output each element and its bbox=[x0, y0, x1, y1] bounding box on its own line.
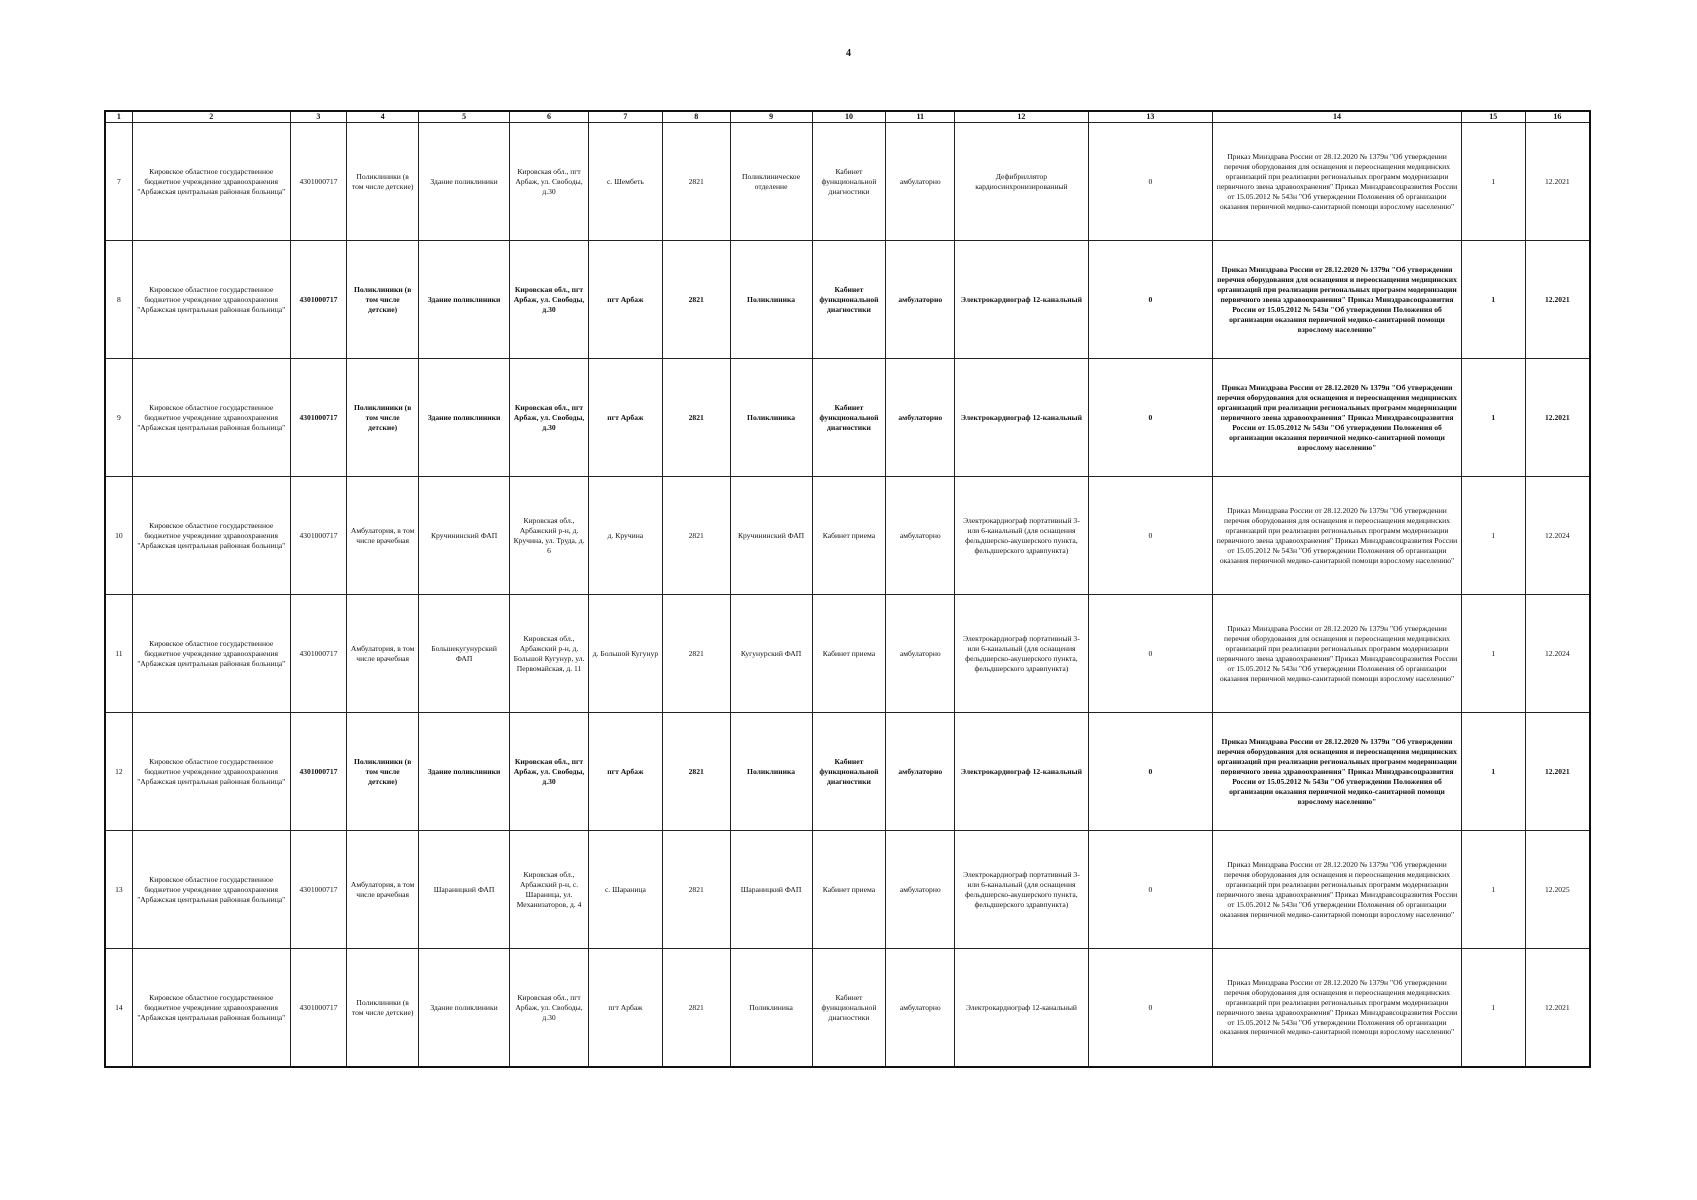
inn-cell: 4301000717 bbox=[290, 123, 347, 241]
count-cell: 1 bbox=[1461, 831, 1525, 949]
column-header: 1 bbox=[105, 111, 132, 123]
count-cell: 1 bbox=[1461, 595, 1525, 713]
facility-type-cell: Поликлиники (в том числе детские) bbox=[347, 713, 419, 831]
row-number-cell: 14 bbox=[105, 949, 132, 1067]
column-header: 15 bbox=[1461, 111, 1525, 123]
department-cell: Поликлиническое отделение bbox=[730, 123, 812, 241]
code-cell: 2821 bbox=[662, 949, 730, 1067]
equipment-cell: Электрокардиограф 12-канальный bbox=[955, 949, 1089, 1067]
count-cell: 1 bbox=[1461, 359, 1525, 477]
table-row bbox=[105, 949, 1590, 1067]
inn-cell: 4301000717 bbox=[290, 595, 347, 713]
room-cell: Кабинет функциональной диагностики bbox=[812, 123, 886, 241]
quantity-cell: 0 bbox=[1088, 713, 1212, 831]
code-cell: 2821 bbox=[662, 477, 730, 595]
table-row bbox=[105, 241, 1590, 359]
date-cell: 12.2021 bbox=[1525, 713, 1590, 831]
column-header: 11 bbox=[886, 111, 955, 123]
column-header: 12 bbox=[955, 111, 1089, 123]
legal-basis-cell: Приказ Минздрава России от 28.12.2020 № 1379н "Об утверждении перечня оборудования для оснащения и переоснащения медицинских организаций при реализации региональных программ модернизации первичного звена здравоохранения" Приказ Минздравсоцразвития России от 15.05.2012 № 543н "Об утверждении Положения об организации оказания первичной медико-санитарной помощи взрослому населению" bbox=[1213, 949, 1462, 1067]
care-form-cell: амбулаторно bbox=[886, 359, 955, 477]
count-cell: 1 bbox=[1461, 949, 1525, 1067]
row-number-cell: 9 bbox=[105, 359, 132, 477]
room-cell: Кабинет приема bbox=[812, 831, 886, 949]
legal-basis-cell: Приказ Минздрава России от 28.12.2020 № 1379н "Об утверждении перечня оборудования для оснащения и переоснащения медицинских организаций при реализации региональных программ модернизации первичного звена здравоохранения" Приказ Минздравсоцразвития России от 15.05.2012 № 543н "Об утверждении Положения об организации оказания первичной медико-санитарной помощи взрослому населению" bbox=[1213, 241, 1462, 359]
date-cell: 12.2021 bbox=[1525, 359, 1590, 477]
code-cell: 2821 bbox=[662, 241, 730, 359]
quantity-cell: 0 bbox=[1088, 831, 1212, 949]
column-header: 9 bbox=[730, 111, 812, 123]
date-cell: 12.2021 bbox=[1525, 123, 1590, 241]
equipment-cell: Электрокардиограф портативный 3- или 6-канальный (для оснащения фельдшерско-акушерского пункта, фельдшерского здравпункта) bbox=[955, 831, 1089, 949]
organization-cell: Кировское областное государственное бюджетное учреждение здравоохранения "Арбажская центральная районная больница" bbox=[132, 477, 290, 595]
care-form-cell: амбулаторно bbox=[886, 123, 955, 241]
organization-cell: Кировское областное государственное бюджетное учреждение здравоохранения "Арбажская центральная районная больница" bbox=[132, 595, 290, 713]
address-cell: Кировская обл., пгт Арбаж, ул. Свободы, д.30 bbox=[510, 123, 589, 241]
room-cell: Кабинет функциональной диагностики bbox=[812, 359, 886, 477]
locality-cell: с. Шембеть bbox=[588, 123, 662, 241]
care-form-cell: амбулаторно bbox=[886, 949, 955, 1067]
column-header: 5 bbox=[419, 111, 510, 123]
address-cell: Кировская обл., Арбажский р-н, д. Кручина, ул. Труда, д. 6 bbox=[510, 477, 589, 595]
organization-cell: Кировское областное государственное бюджетное учреждение здравоохранения "Арбажская центральная районная больница" bbox=[132, 241, 290, 359]
column-header: 13 bbox=[1088, 111, 1212, 123]
count-cell: 1 bbox=[1461, 713, 1525, 831]
address-cell: Кировская обл., Арбажский р-н, д. Большой Кугунур, ул. Первомайская, д. 11 bbox=[510, 595, 589, 713]
quantity-cell: 0 bbox=[1088, 477, 1212, 595]
column-header: 14 bbox=[1213, 111, 1462, 123]
care-form-cell: амбулаторно bbox=[886, 595, 955, 713]
count-cell: 1 bbox=[1461, 477, 1525, 595]
room-cell: Кабинет функциональной диагностики bbox=[812, 949, 886, 1067]
quantity-cell: 0 bbox=[1088, 359, 1212, 477]
organization-cell: Кировское областное государственное бюджетное учреждение здравоохранения "Арбажская центральная районная больница" bbox=[132, 359, 290, 477]
code-cell: 2821 bbox=[662, 595, 730, 713]
table-body bbox=[105, 123, 1590, 1067]
legal-basis-cell: Приказ Минздрава России от 28.12.2020 № 1379н "Об утверждении перечня оборудования для оснащения и переоснащения медицинских организаций при реализации региональных программ модернизации первичного звена здравоохранения" Приказ Минздравсоцразвития России от 15.05.2012 № 543н "Об утверждении Положения об организации оказания первичной медико-санитарной помощи взрослому населению" bbox=[1213, 831, 1462, 949]
table-row bbox=[105, 831, 1590, 949]
locality-cell: пгт Арбаж bbox=[588, 713, 662, 831]
facility-type-cell: Амбулатория, в том числе врачебная bbox=[347, 595, 419, 713]
building-cell: Большекугунурский ФАП bbox=[419, 595, 510, 713]
care-form-cell: амбулаторно bbox=[886, 477, 955, 595]
column-header: 2 bbox=[132, 111, 290, 123]
locality-cell: пгт Арбаж bbox=[588, 359, 662, 477]
equipment-cell: Электрокардиограф портативный 3- или 6-канальный (для оснащения фельдшерско-акушерского пункта, фельдшерского здравпункта) bbox=[955, 595, 1089, 713]
table-row bbox=[105, 359, 1590, 477]
facility-type-cell: Амбулатория, в том числе врачебная bbox=[347, 831, 419, 949]
column-header: 10 bbox=[812, 111, 886, 123]
department-cell: Поликлиника bbox=[730, 241, 812, 359]
column-header: 3 bbox=[290, 111, 347, 123]
date-cell: 12.2024 bbox=[1525, 477, 1590, 595]
address-cell: Кировская обл., пгт Арбаж, ул. Свободы, д.30 bbox=[510, 949, 589, 1067]
building-cell: Здание поликлиники bbox=[419, 949, 510, 1067]
legal-basis-cell: Приказ Минздрава России от 28.12.2020 № 1379н "Об утверждении перечня оборудования для оснащения и переоснащения медицинских организаций при реализации региональных программ модернизации первичного звена здравоохранения" Приказ Минздравсоцразвития России от 15.05.2012 № 543н "Об утверждении Положения об организации оказания первичной медико-санитарной помощи взрослому населению" bbox=[1213, 123, 1462, 241]
address-cell: Кировская обл., Арбажский р-н, с. Шараница, ул. Механизаторов, д. 4 bbox=[510, 831, 589, 949]
building-cell: Здание поликлиники bbox=[419, 359, 510, 477]
facility-type-cell: Поликлиники (в том числе детские) bbox=[347, 123, 419, 241]
equipment-table bbox=[104, 110, 1591, 1068]
date-cell: 12.2021 bbox=[1525, 949, 1590, 1067]
facility-type-cell: Поликлиники (в том числе детские) bbox=[347, 241, 419, 359]
column-header: 6 bbox=[510, 111, 589, 123]
equipment-cell: Электрокардиограф 12-канальный bbox=[955, 359, 1089, 477]
table-row bbox=[105, 713, 1590, 831]
code-cell: 2821 bbox=[662, 713, 730, 831]
header-row bbox=[105, 111, 1590, 123]
address-cell: Кировская обл., пгт Арбаж, ул. Свободы, д.30 bbox=[510, 359, 589, 477]
legal-basis-cell: Приказ Минздрава России от 28.12.2020 № 1379н "Об утверждении перечня оборудования для оснащения и переоснащения медицинских организаций при реализации региональных программ модернизации первичного звена здравоохранения" Приказ Минздравсоцразвития России от 15.05.2012 № 543н "Об утверждении Положения об организации оказания первичной медико-санитарной помощи взрослому населению" bbox=[1213, 595, 1462, 713]
care-form-cell: амбулаторно bbox=[886, 241, 955, 359]
organization-cell: Кировское областное государственное бюджетное учреждение здравоохранения "Арбажская центральная районная больница" bbox=[132, 949, 290, 1067]
column-header: 4 bbox=[347, 111, 419, 123]
department-cell: Поликлиника bbox=[730, 713, 812, 831]
locality-cell: с. Шараница bbox=[588, 831, 662, 949]
equipment-cell: Электрокардиограф портативный 3- или 6-канальный (для оснащения фельдшерско-акушерского пункта, фельдшерского здравпункта) bbox=[955, 477, 1089, 595]
locality-cell: д. Кручина bbox=[588, 477, 662, 595]
building-cell: Здание поликлиники bbox=[419, 241, 510, 359]
legal-basis-cell: Приказ Минздрава России от 28.12.2020 № 1379н "Об утверждении перечня оборудования для оснащения и переоснащения медицинских организаций при реализации региональных программ модернизации первичного звена здравоохранения" Приказ Минздравсоцразвития России от 15.05.2012 № 543н "Об утверждении Положения об организации оказания первичной медико-санитарной помощи взрослому населению" bbox=[1213, 477, 1462, 595]
row-number-cell: 8 bbox=[105, 241, 132, 359]
quantity-cell: 0 bbox=[1088, 123, 1212, 241]
row-number-cell: 10 bbox=[105, 477, 132, 595]
room-cell: Кабинет функциональной диагностики bbox=[812, 241, 886, 359]
room-cell: Кабинет приема bbox=[812, 477, 886, 595]
row-number-cell: 7 bbox=[105, 123, 132, 241]
equipment-cell: Электрокардиограф 12-канальный bbox=[955, 713, 1089, 831]
inn-cell: 4301000717 bbox=[290, 477, 347, 595]
room-cell: Кабинет приема bbox=[812, 595, 886, 713]
quantity-cell: 0 bbox=[1088, 241, 1212, 359]
column-header: 8 bbox=[662, 111, 730, 123]
facility-type-cell: Поликлиники (в том числе детские) bbox=[347, 359, 419, 477]
row-number-cell: 12 bbox=[105, 713, 132, 831]
count-cell: 1 bbox=[1461, 241, 1525, 359]
department-cell: Поликлиника bbox=[730, 949, 812, 1067]
page-number: 4 bbox=[846, 48, 851, 59]
department-cell: Поликлиника bbox=[730, 359, 812, 477]
row-number-cell: 11 bbox=[105, 595, 132, 713]
table-row bbox=[105, 595, 1590, 713]
legal-basis-cell: Приказ Минздрава России от 28.12.2020 № 1379н "Об утверждении перечня оборудования для оснащения и переоснащения медицинских организаций при реализации региональных программ модернизации первичного звена здравоохранения" Приказ Минздравсоцразвития России от 15.05.2012 № 543н "Об утверждении Положения об организации оказания первичной медико-санитарной помощи взрослому населению" bbox=[1213, 359, 1462, 477]
room-cell: Кабинет функциональной диагностики bbox=[812, 713, 886, 831]
building-cell: Кручининский ФАП bbox=[419, 477, 510, 595]
facility-type-cell: Поликлиники (в том числе детские) bbox=[347, 949, 419, 1067]
organization-cell: Кировское областное государственное бюджетное учреждение здравоохранения "Арбажская центральная районная больница" bbox=[132, 831, 290, 949]
count-cell: 1 bbox=[1461, 123, 1525, 241]
care-form-cell: амбулаторно bbox=[886, 713, 955, 831]
organization-cell: Кировское областное государственное бюджетное учреждение здравоохранения "Арбажская центральная районная больница" bbox=[132, 713, 290, 831]
address-cell: Кировская обл., пгт Арбаж, ул. Свободы, д.30 bbox=[510, 241, 589, 359]
building-cell: Шараницкий ФАП bbox=[419, 831, 510, 949]
department-cell: Кугунурский ФАП bbox=[730, 595, 812, 713]
locality-cell: д. Большой Кугунур bbox=[588, 595, 662, 713]
inn-cell: 4301000717 bbox=[290, 241, 347, 359]
code-cell: 2821 bbox=[662, 123, 730, 241]
inn-cell: 4301000717 bbox=[290, 949, 347, 1067]
date-cell: 12.2024 bbox=[1525, 595, 1590, 713]
code-cell: 2821 bbox=[662, 831, 730, 949]
inn-cell: 4301000717 bbox=[290, 359, 347, 477]
quantity-cell: 0 bbox=[1088, 595, 1212, 713]
building-cell: Здание поликлиники bbox=[419, 713, 510, 831]
column-header: 7 bbox=[588, 111, 662, 123]
department-cell: Шараницкий ФАП bbox=[730, 831, 812, 949]
table-row bbox=[105, 477, 1590, 595]
column-header: 16 bbox=[1525, 111, 1590, 123]
table-row bbox=[105, 123, 1590, 241]
locality-cell: пгт Арбаж bbox=[588, 241, 662, 359]
code-cell: 2821 bbox=[662, 359, 730, 477]
inn-cell: 4301000717 bbox=[290, 713, 347, 831]
date-cell: 12.2025 bbox=[1525, 831, 1590, 949]
address-cell: Кировская обл., пгт Арбаж, ул. Свободы, д.30 bbox=[510, 713, 589, 831]
locality-cell: пгт Арбаж bbox=[588, 949, 662, 1067]
inn-cell: 4301000717 bbox=[290, 831, 347, 949]
department-cell: Кручининский ФАП bbox=[730, 477, 812, 595]
date-cell: 12.2021 bbox=[1525, 241, 1590, 359]
legal-basis-cell: Приказ Минздрава России от 28.12.2020 № 1379н "Об утверждении перечня оборудования для оснащения и переоснащения медицинских организаций при реализации региональных программ модернизации первичного звена здравоохранения" Приказ Минздравсоцразвития России от 15.05.2012 № 543н "Об утверждении Положения об организации оказания первичной медико-санитарной помощи взрослому населению" bbox=[1213, 713, 1462, 831]
equipment-cell: Электрокардиограф 12-канальный bbox=[955, 241, 1089, 359]
care-form-cell: амбулаторно bbox=[886, 831, 955, 949]
quantity-cell: 0 bbox=[1088, 949, 1212, 1067]
facility-type-cell: Амбулатория, в том числе врачебная bbox=[347, 477, 419, 595]
row-number-cell: 13 bbox=[105, 831, 132, 949]
organization-cell: Кировское областное государственное бюджетное учреждение здравоохранения "Арбажская центральная районная больница" bbox=[132, 123, 290, 241]
equipment-cell: Дефибриллятор кардиосинхронизированный bbox=[955, 123, 1089, 241]
building-cell: Здание поликлиники bbox=[419, 123, 510, 241]
